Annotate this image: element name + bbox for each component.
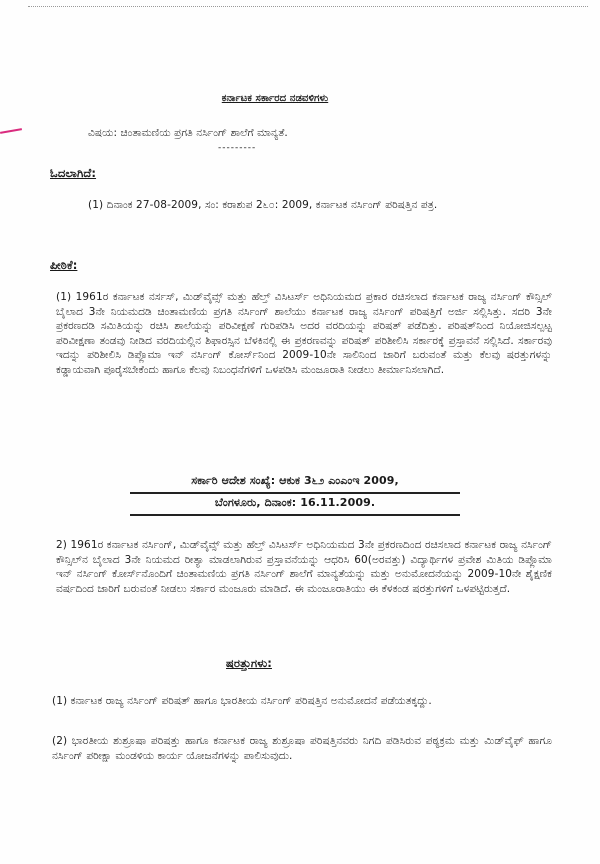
preamble-paragraph: (1) 1961ರ ಕರ್ನಾಟಕ ನರ್ಸಸ್, ಮಿಡ್‌ವೈವ್ಸ್ ಮತ್ತು ಹೆಲ್ತ್ ವಿಸಿಟರ್ಸ್ ಅಧಿನಿಯಮದ ಪ್ರಕಾರ ರಚಿಸಲಾದ ಕರ್ನಾಟಕ ರಾಜ್ಯ ನರ್ಸಿಂಗ್ ಕೌನ್ಸಿಲ್ ಬೈಲಾದ 3ನೇ ನಿಯಮದಡಿ ಚಿಂತಾಮಣಿಯ ಪ್ರಗತಿ ನರ್ಸಿಂಗ್ ಶಾಲೆಯು ಕರ್ನಾಟಕ ರಾಜ್ಯ ನರ್ಸಿಂಗ್ ಪರಿಷತ್ತಿಗೆ ಅರ್ಜಿ ಸಲ್ಲಿಸಿತ್ತು. ಸದರಿ 3ನೇ ಪ್ರಕರಣದಡಿ ಸಮಿತಿಯನ್ನು ರಚಿಸಿ ಶಾಲೆಯನ್ನು ಪರಿವೀಕ್ಷಣೆ ಗುರಿಪಡಿಸಿ ಅದರ ವರದಿಯನ್ನು ಪರಿಷತ್ ಪಡೆದಿತ್ತು. ಪರಿಷತ್‌ನಿಂದ ನಿಯೋಜಿಸಲ್ಪಟ್ಟ ಪರಿವೀಕ್ಷಣಾ ತಂಡವು ನೀಡಿದ ವರದಿಯಲ್ಲಿನ ಶಿಫಾರಸ್ಸಿನ ಬೆಳಕಿನಲ್ಲಿ ಈ ಪ್ರಕರಣವನ್ನು ಪರಿಷತ್ ಪರಿಶೀಲಿಸಿ ಸರ್ಕಾರಕ್ಕೆ ಪ್ರಸ್ತಾವನೆ ಸಲ್ಲಿಸಿದೆ. ಸರ್ಕಾರವು ಇದನ್ನು ಪರಿಶೀಲಿಸಿ ಡಿಪ್ಲೊಮಾ ಇನ್ ನರ್ಸಿಂಗ್ ಕೋರ್ಸ್‌ನಿಂದ 2009-10ನೇ ಸಾಲಿನಿಂದ ಜಾರಿಗೆ ಬರುವಂತೆ ಮತ್ತು ಕೆಲವು ಷರತ್ತುಗಳನ್ನು ಕಡ್ಡಾಯವಾಗಿ ಪೂರೈಸಬೇಕೆಂದು ಹಾಗೂ ಕೆಲವು ನಿಬಂಧನೆಗಳಿಗೆ ಒಳಪಡಿಸಿ ಮಂಜೂರಾತಿ ನೀಡಲು ತೀರ್ಮಾನಿಸಲಾಗಿದೆ. [56, 291, 552, 376]
order-rule-2 [130, 514, 460, 516]
preamble-heading: ಪೀಠಿಕೆ: [50, 258, 78, 272]
order-rule-1 [130, 492, 460, 494]
subject-line: ವಿಷಯ: ಚಿಂತಾಮಣಿಯ ಪ್ರಗತಿ ನರ್ಸಿಂಗ್ ಶಾಲೆಗೆ ಮಾನ್ಯತೆ. [88, 127, 288, 139]
condition-2: (2) ಭಾರತೀಯ ಶುಶ್ರೂಷಾ ಪರಿಷತ್ತು ಹಾಗೂ ಕರ್ನಾಟಕ ರಾಜ್ಯ ಶುಶ್ರೂಷಾ ಪರಿಷತ್ತಿನವರು ನಿಗದಿ ಪಡಿಸಿರುವ ಪಠ್ಯಕ್ರಮ ಮತ್ತು ಮಿಡ್‌ವೈಫ್ ಹಾಗೂ ನರ್ಸಿಂಗ್ ಪರೀಕ್ಷಾ ಮಂಡಳಿಯ ಕಾರ್ಯ ಯೋಜನೆಗಳನ್ನು ಪಾಲಿಸುವುದು. [52, 735, 552, 762]
order-paragraph: 2) 1961ರ ಕರ್ನಾಟಕ ನರ್ಸಿಂಗ್, ಮಿಡ್‌ವೈವ್ಸ್ ಮತ್ತು ಹೆಲ್ತ್ ವಿಸಿಟರ್ಸ್ ಅಧಿನಿಯಮದ 3ನೇ ಪ್ರಕರಣದಿಂದ ರಚಿಸಲಾದ ಕರ್ನಾಟಕ ರಾಜ್ಯ ನರ್ಸಿಂಗ್ ಕೌನ್ಸಿಲ್‌ನ ಬೈಲಾದ 3ನೇ ನಿಯಮದ ರೀತ್ಯಾ ಮಾಡಲಾಗಿರುವ ಪ್ರಸ್ತಾವನೆಯನ್ನು ಆಧರಿಸಿ 60(ಅರವತ್ತು) ವಿದ್ಯಾರ್ಥಿಗಳ ಪ್ರವೇಶ ಮಿತಿಯ ಡಿಪ್ಲೊಮಾ ಇನ್ ನರ್ಸಿಂಗ್ ಕೋರ್ಸ್‌ನೊಂದಿಗೆ ಚಿಂತಾಮಣಿಯ ಪ್ರಗತಿ ನರ್ಸಿಂಗ್ ಶಾಲೆಗೆ ಮಾನ್ಯತೆಯನ್ನು ಮತ್ತು ಅನುಮೋದನೆಯನ್ನು 2009-10ನೇ ಶೈಕ್ಷಣಿಕ ವರ್ಷದಿಂದ ಜಾರಿಗೆ ಬರುವಂತೆ ನೀಡಲು ಸರ್ಕಾರ ಮಂಜೂರು ಮಾಡಿದೆ. ಈ ಮಂಜೂರಾತಿಯು ಈ ಕೆಳಕಂಡ ಷರತ್ತುಗಳಿಗೆ ಒಳಪಟ್ಟಿರುತ್ತದೆ. [56, 539, 552, 595]
read-heading: ಓದಲಾಗಿದೆ: [50, 166, 97, 180]
pink-pen-mark [0, 128, 22, 134]
order-place-date: ಬೆಂಗಳೂರು, ದಿನಾಂಕ: 16.11.2009. [214, 496, 376, 509]
conditions-heading: ಷರತ್ತುಗಳು: [226, 656, 272, 670]
read-item: (1) ದಿನಾಂಕ 27-08-2009, ಸಂ: ಕರಾಶುಪ 2೬೦: 2009, ಕರ್ನಾಟಕ ನರ್ಸಿಂಗ್ ಪರಿಷತ್ತಿನ ಪತ್ರ. [88, 199, 438, 211]
order-number: ಸರ್ಕಾರಿ ಆದೇಶ ಸಂಖ್ಯೆ: ಆಕುಕ 3೬೨ ಎಂಎಂಇ 2009, [191, 474, 399, 487]
condition-1: (1) ಕರ್ನಾಟಕ ರಾಜ್ಯ ನರ್ಸಿಂಗ್ ಪರಿಷತ್ ಹಾಗೂ ಭಾರತೀಯ ನರ್ಸಿಂಗ್ ಪರಿಷತ್ತಿನ ಅನುಮೋದನೆ ಪಡೆಯತಕ್ಕದ್ದು. [52, 695, 432, 707]
document-title: ಕರ್ನಾಟಕ ಸರ್ಕಾರದ ನಡವಳಿಗಳು [221, 93, 329, 104]
subject-divider: --------- [218, 143, 257, 153]
top-edge-line [28, 6, 588, 7]
